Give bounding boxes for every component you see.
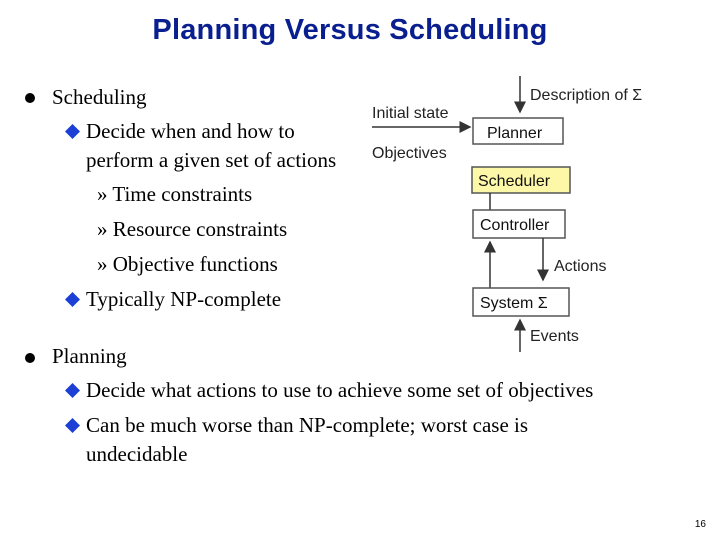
diamond-bullet-icon	[65, 124, 80, 139]
system-label: System Σ	[480, 295, 548, 312]
scheduling-sub-3: » Objective functions	[97, 252, 278, 276]
planner-label: Planner	[487, 125, 543, 142]
controller-label: Controller	[480, 217, 550, 234]
scheduling-item-1-cont: perform a given set of actions	[86, 148, 337, 172]
planning-item-2-cont: undecidable	[86, 442, 188, 466]
description-label: Description of Σ	[530, 87, 643, 104]
planning-item-2: Can be much worse than NP-complete; worst case is	[86, 413, 529, 437]
planning-heading: Planning	[52, 344, 127, 368]
bullet-dot-icon	[25, 93, 35, 103]
diamond-bullet-icon	[65, 383, 80, 398]
objectives-label: Objectives	[372, 145, 447, 162]
planning-item-1: Decide what actions to use to achieve some set of objectives	[86, 378, 594, 402]
planning-architecture-diagram	[360, 70, 690, 360]
events-label: Events	[530, 328, 579, 345]
page-number: 16	[694, 519, 706, 530]
scheduling-sub-2: » Resource constraints	[97, 217, 288, 241]
bullet-dot-icon	[25, 353, 35, 363]
diamond-bullet-icon	[65, 292, 80, 307]
scheduling-heading: Scheduling	[52, 85, 147, 109]
scheduling-item-1: Decide when and how to	[86, 119, 295, 143]
initial-state-label: Initial state	[372, 105, 449, 122]
scheduling-item-2: Typically NP-complete	[86, 287, 282, 311]
diamond-bullet-icon	[65, 418, 80, 433]
scheduler-label: Scheduler	[478, 173, 551, 190]
scheduling-sub-1: » Time constraints	[97, 182, 253, 206]
slide-title: Planning Versus Scheduling	[152, 14, 548, 46]
actions-label: Actions	[554, 258, 607, 275]
